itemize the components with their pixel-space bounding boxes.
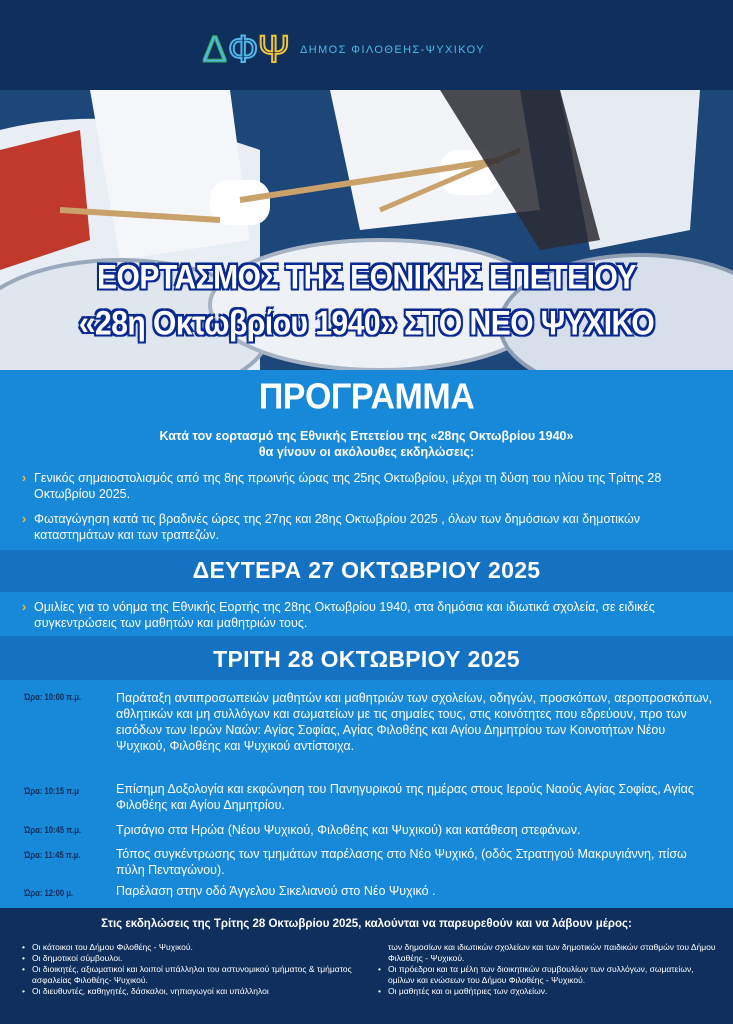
schedule-text: Παρέλαση στην οδό Άγγελου Σικελιανού στο Νέο Ψυχικό . — [116, 884, 436, 898]
footer-list-item: • Οι πρόεδροι και τα μέλη των διοικητικών συμβουλίων των συλλόγων, σωματείων, ομίλων και ενώσεων του Δήμου Φιλοθέης - Ψυχικού. — [378, 964, 718, 986]
footer-list-item: • Οι κάτοικοι του Δήμου Φιλοθέης - Ψυχικού. — [22, 942, 362, 953]
tuesday-heading: ΤΡΙΤΗ 28 ΟΚΤΩΒΡΙΟΥ 2025 — [213, 646, 520, 672]
schedule-time: Ώρα: 11:45 π.μ. — [24, 850, 81, 860]
municipality-logo-icon — [202, 24, 292, 72]
monday-heading: ΔΕΥΤΕΡΑ 27 ΟΚΤΩΒΡΙΟΥ 2025 — [192, 557, 541, 583]
schedule-text: Παράταξη αντιπροσωπειών μαθητών και μαθητριών των σχολείων, οδηγών, προσκόπων, αεροπροσκόπων, αθλητικών και μη συλλόγων και σωματείων με τις σημαίες τους, στις κοινότητες που εδρεύουν, προ των εισόδων των Ιερών Ναών: Αγίας Σοφίας, Αγίας Φιλοθέης και Αγίου Δημητρίου των Κοινοτήτων Νέου Ψυχικού, Φιλοθέης και Ψυχικού αντίστοιχα. — [116, 691, 713, 753]
footer-list-item: • Οι διοικητές, αξιωματικοί και λοιποί υπάλληλοι του αστυνομικού τμήματος & τμήματος ασφαλείας Φιλοθέης- Ψυχικού. — [22, 964, 362, 986]
schedule-text: Τόπος συγκέντρωσης των τμημάτων παρέλασης στο Νέο Ψυχικό, (οδός Στρατηγού Μακρυγιάννη, πίσω πύλη Πενταγώνου). — [116, 847, 687, 877]
hero-title — [0, 258, 733, 344]
intro-line1: Κατά τον εορτασμό της Εθνικής Επετείου της «28ης Οκτωβρίου 1940» — [159, 429, 574, 443]
intro-line2: θα γίνουν οι ακόλουθες εκδηλώσεις: — [258, 445, 475, 459]
footer-left-list — [22, 942, 362, 997]
svg-text:Ψ: Ψ — [258, 29, 290, 71]
schedule-time: Ώρα: 12:00 μ. — [24, 888, 74, 898]
footer-list-item: • Οι διευθυντές, καθηγητές, δάσκαλοι, νηπιαγωγοί και υπάλληλοι — [22, 986, 362, 997]
footer-list-continuation: των δημοσίων και ιδιωτικών σχολείων και των δημοτικών παιδικών σταθμών του Δήμου Φιλοθέης - Ψυχικού. — [388, 942, 716, 963]
schedule-time: Ώρα: 10:15 π.μ — [24, 786, 79, 796]
footer-list-item: • Οι δημοτικοί σύμβουλοι. — [22, 953, 362, 964]
hero-title-line1: ΕΟΡΤΑΣΜΟΣ ΤΗΣ ΕΘΝΙΚΗΣ ΕΠΕΤΕΙΟΥ — [97, 258, 636, 297]
svg-text:Δ: Δ — [202, 29, 228, 71]
footer-list-item: • Οι μαθητές και οι μαθήτριες των σχολείων. — [378, 986, 718, 997]
program-title: ΠΡΟΓΡΑΜΜΑ — [258, 377, 475, 417]
hero-title-line2: «28η Οκτωβρίου 1940» ΣΤΟ ΝΕΟ ΨΥΧΙΚΟ — [78, 304, 655, 343]
schedule-time: Ώρα: 10:45 π.μ. — [24, 825, 82, 835]
schedule-time: Ώρα: 10:00 π.μ. — [24, 692, 82, 702]
footer-right-list — [378, 942, 718, 997]
monday-item: › Ομιλίες για το νόημα της Εθνικής Εορτής της 28ης Οκτωβρίου 1940, στα δημόσια και ιδιωτικά σχολεία, σε ειδικές συγκεντρώσεις των μαθητών και μαθητριών τους. — [22, 599, 712, 631]
general-item: › Φωταγώγηση κατά τις βραδινές ώρες της 27ης και 28ης Οκτωβρίου 2025 , όλων των δημόσιων και δημοτικών καταστημάτων και των τραπεζών. — [22, 511, 712, 543]
svg-text:Φ: Φ — [228, 29, 259, 71]
schedule-text: Τρισάγιο στα Ηρώα (Νέου Ψυχικού, Φιλοθέης και Ψυχικού) και κατάθεση στεφάνων. — [116, 823, 581, 837]
general-item: › Γενικός σημαιοστολισμός από της 8ης πρωινής ώρας της 25ης Οκτωβρίου, μέχρι τη δύση του ηλίου της Τρίτης 28 Οκτωβρίου 2025. — [22, 470, 712, 502]
schedule-text: Επίσημη Δοξολογία και εκφώνηση του Πανηγυρικού της ημέρας στους Ιερούς Ναούς Αγίας Σοφίας, Αγίας Φιλοθέης και Αγίου Δημητρίου. — [116, 782, 694, 812]
program-intro — [0, 428, 733, 460]
footer-heading: Στις εκδηλώσεις της Τρίτης 28 Οκτωβρίου 2025, καλούνται να παρευρεθούν και να λάβουν μέρος: — [101, 918, 632, 930]
hero-image — [0, 90, 733, 370]
municipality-name: ΔΗΜΟΣ ΦΙΛΟΘΕΗΣ-ΨΥΧΙΚΟΥ — [300, 44, 485, 56]
